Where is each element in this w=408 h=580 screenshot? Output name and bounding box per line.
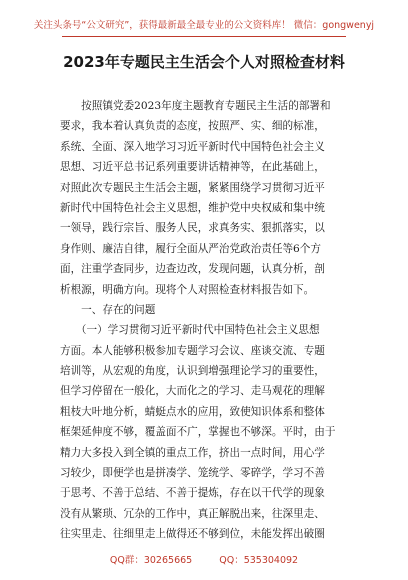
body-line: 面，注重学查同步，边查边改，发现问题，认真分析，剖 (60, 263, 325, 276)
body-line: 往实里走、往细里走上做得还不够到位，未能发挥出破圈 (60, 528, 325, 541)
body-line: 要求，我本着认真负责的态度，按照严、实、细的标准， (60, 120, 325, 133)
body-line: 一领导，践行宗旨、服务人民，求真务实、狠抓落实，以 (60, 222, 325, 235)
body-line: 于思考、不善于总结、不善于提炼，存在以干代学的现象 (60, 487, 325, 500)
footer-qq-group: QQ群：30265665 (109, 555, 193, 566)
body-line: 身作则、廉洁自律，履行全面从严治党政治责任等6个方 (60, 242, 321, 255)
body-line: 析根源，明确方向。现将个人对照检查材料报告如下。 (60, 283, 315, 296)
body-line: 没有从繁琐、冗杂的工作中，真正解脱出来，往深里走、 (60, 507, 325, 520)
body-line: 系统、全面、深入地学习习近平新时代中国特色社会主义 (60, 140, 325, 153)
body-line: 思想、习近平总书记系列重要讲话精神等，在此基础上， (60, 161, 325, 174)
body-line: 一、存在的问题 (60, 303, 156, 316)
body-line: 新时代中国特色社会主义思想，维护党中央权威和集中统 (60, 201, 325, 214)
body-line: 精力大多投入到全镇的重点工作，挤出一点时间，用心学 (60, 446, 325, 459)
body-line: 习较少，即便学也是拼凑学、笼统学、零碎学，学习不善 (60, 467, 325, 480)
body-line: （一）学习贯彻习近平新时代中国特色社会主义思想 (60, 324, 320, 337)
document-body (60, 96, 348, 545)
body-line: 但学习停留在一般化，大而化之的学习、走马观花的理解 (60, 385, 325, 398)
body-line: 对照此次专题民主生活会主题，紧紧围绕学习贯彻习近平 (60, 181, 325, 194)
body-line: 培训等，从宏观的角度，认识到增强理论学习的重要性， (60, 365, 325, 378)
header-divider (62, 36, 346, 37)
body-line: 粗枝大叶地分析，蜻蜓点水的应用，致使知识体系和整体 (60, 405, 325, 418)
body-line: 框架延伸度不够，覆盖面不广，掌握也不够深。平时，由于 (60, 426, 336, 439)
footer-qq: QQ：535304092 (219, 555, 299, 566)
footer (0, 552, 408, 566)
document-title: 2023年专题民主生活会个人对照检查材料 (63, 53, 345, 71)
header-banner: 关注头条号“公文研究”，获得最新最全最专业的公文资料库！ 微信：gongwenyj (33, 20, 375, 31)
body-line: 方面。本人能够积极参加专题学习会议、座谈交流、专题 (60, 344, 325, 357)
body-line: 按照镇党委2023年度主题教育专题民主生活的部署和 (60, 100, 331, 112)
